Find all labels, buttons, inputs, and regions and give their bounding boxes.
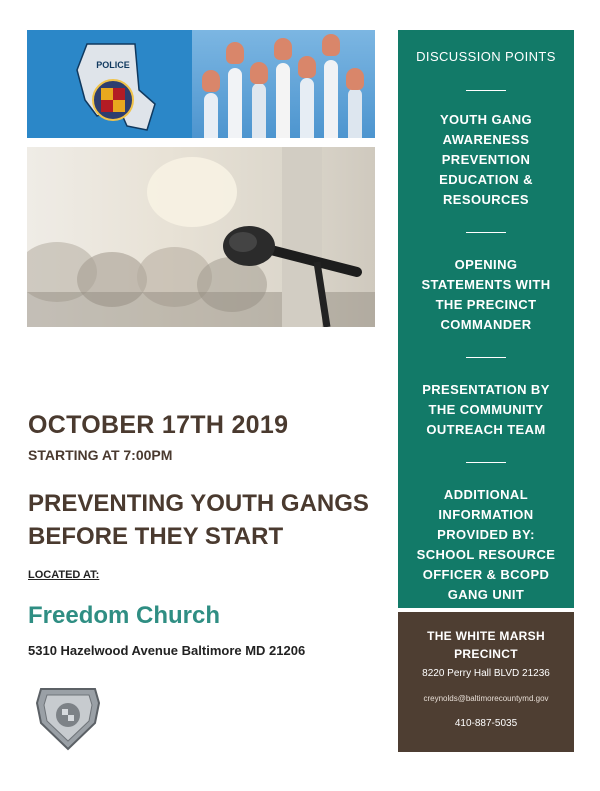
item-2-line: OPENING xyxy=(454,257,518,272)
divider xyxy=(466,232,506,233)
microphone-icon xyxy=(27,147,375,327)
precinct-name xyxy=(398,627,574,663)
logo-police-text: POLICE xyxy=(96,60,130,70)
headline-line-2: BEFORE THEY START xyxy=(28,523,284,550)
discussion-item-2 xyxy=(398,255,574,335)
event-time: STARTING AT 7:00PM xyxy=(28,447,173,463)
item-1-line: AWARENESS xyxy=(442,132,530,147)
police-badge-icon xyxy=(33,683,103,753)
located-at-label: LOCATED AT: xyxy=(28,569,100,581)
maryland-police-emblem-icon xyxy=(27,30,192,138)
discussion-item-1 xyxy=(398,110,574,210)
item-4-line: GANG UNIT xyxy=(447,587,525,602)
precinct-contact-panel xyxy=(398,612,574,752)
precinct-address: 8220 Perry Hall BLVD 21236 xyxy=(422,668,550,679)
item-2-line: THE PRECINCT xyxy=(435,297,537,312)
precinct-name-line-1: THE WHITE MARSH xyxy=(427,629,545,643)
item-3-line: THE COMMUNITY xyxy=(428,402,544,417)
event-headline xyxy=(28,487,388,553)
police-logo-banner xyxy=(27,30,192,138)
item-1-line: YOUTH GANG xyxy=(439,112,533,127)
event-date: OCTOBER 17TH 2019 xyxy=(28,411,289,439)
discussion-heading: DISCUSSION POINTS xyxy=(416,49,556,64)
precinct-name-line-2: PRECINCT xyxy=(454,647,518,661)
item-4-line: SCHOOL RESOURCE xyxy=(416,547,556,562)
item-3-line: PRESENTATION BY xyxy=(422,382,550,397)
divider xyxy=(466,462,506,463)
item-4-line: PROVIDED BY: xyxy=(437,527,535,542)
item-2-line: STATEMENTS WITH xyxy=(421,277,551,292)
item-4-line: OFFICER & BCOPD xyxy=(422,567,550,582)
item-3-line: OUTREACH TEAM xyxy=(426,422,546,437)
item-4-line: INFORMATION xyxy=(438,507,534,522)
item-1-line: EDUCATION & xyxy=(439,172,533,187)
headline-line-1: PREVENTING YOUTH GANGS xyxy=(28,490,369,517)
item-4-line: ADDITIONAL xyxy=(443,487,529,502)
item-1-line: PREVENTION xyxy=(441,152,531,167)
discussion-item-3 xyxy=(398,380,574,440)
conference-microphone-photo xyxy=(27,147,375,327)
precinct-email: creynolds@baltimorecountymd.gov xyxy=(423,694,549,703)
venue-address: 5310 Hazelwood Avenue Baltimore MD 21206 xyxy=(28,643,306,658)
discussion-item-4 xyxy=(398,485,574,605)
venue-name: Freedom Church xyxy=(28,602,221,629)
item-2-line: COMMANDER xyxy=(440,317,532,332)
divider xyxy=(466,90,506,91)
raised-hands-image xyxy=(192,30,375,138)
precinct-phone: 410-887-5035 xyxy=(454,718,518,729)
discussion-points-panel xyxy=(398,30,574,608)
divider xyxy=(466,357,506,358)
item-1-line: RESOURCES xyxy=(443,192,529,207)
